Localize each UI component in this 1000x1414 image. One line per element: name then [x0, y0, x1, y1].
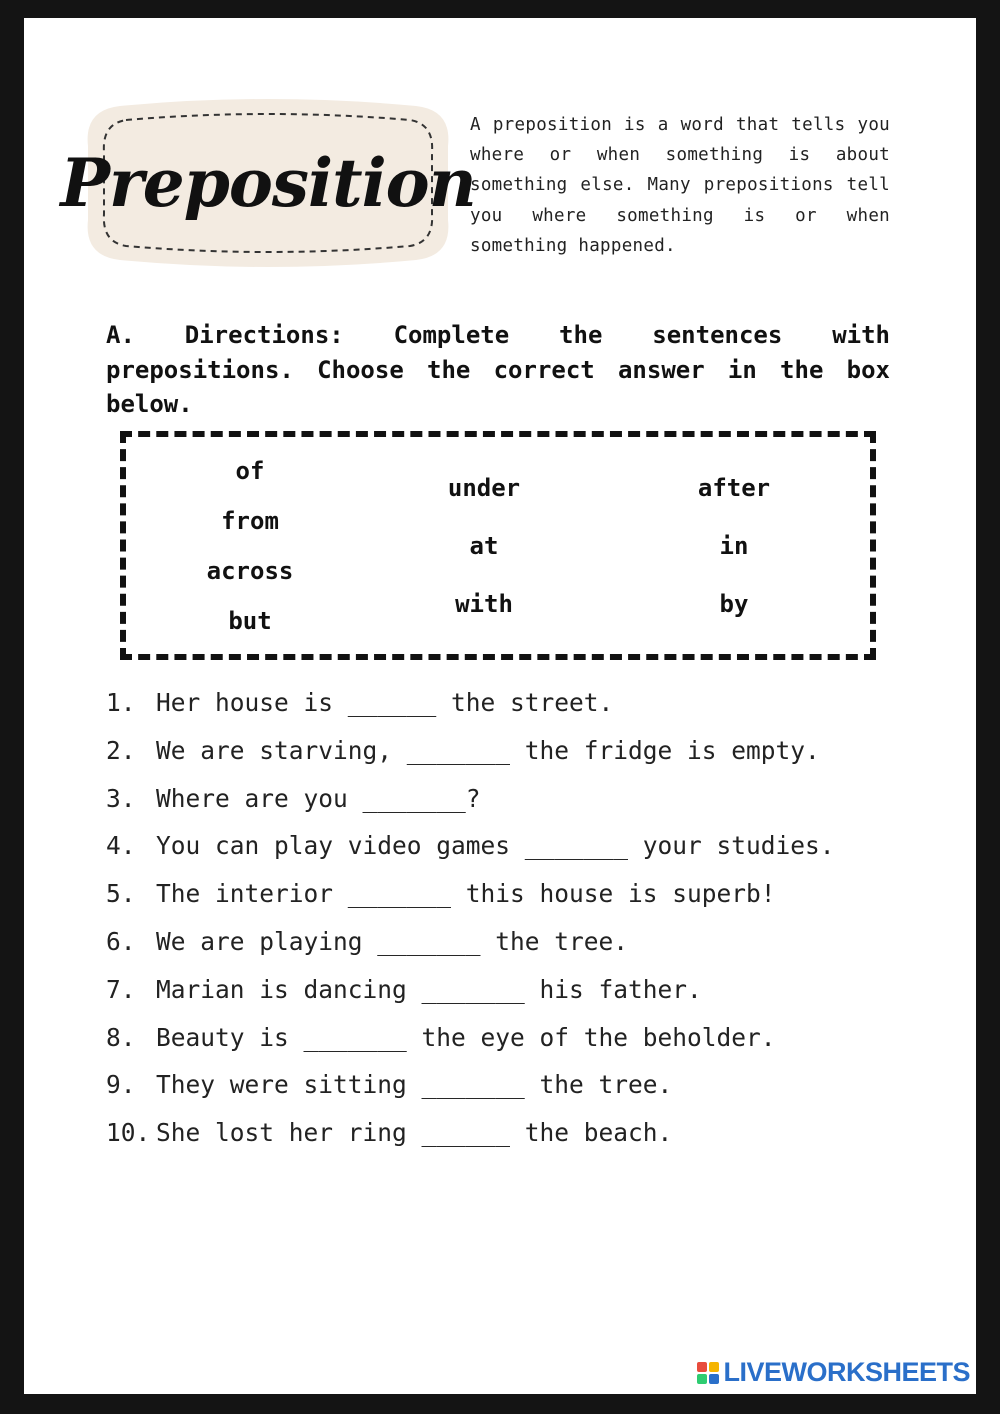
word-bank-column-3 [644, 437, 824, 654]
question-item[interactable] [106, 822, 890, 870]
word-bank-column-1 [160, 437, 340, 654]
question-item[interactable] [106, 727, 890, 775]
question-number: 10. [106, 1118, 151, 1148]
question-text: Where are you _______? [156, 783, 481, 813]
liveworksheets-logo[interactable] [697, 1357, 970, 1388]
liveworksheets-icon [697, 1362, 719, 1384]
question-text: She lost her ring ______ the beach. [156, 1118, 673, 1148]
word-option: of [235, 456, 265, 485]
word-bank-column-2 [394, 437, 574, 654]
directions-heading: A. Directions: Complete the sentences with prepositions. Choose the correct answer in the box below. [106, 321, 890, 418]
page-title: Preposition [60, 144, 476, 222]
definition-text: A preposition is a word that tells you where or when something is about something else. Many prepositions tell you where something is or when something happened. [470, 115, 890, 256]
question-text: Beauty is _______ the eye of the beholder. [156, 1022, 776, 1052]
word-option: with [455, 589, 513, 618]
question-item[interactable] [106, 870, 890, 918]
question-item[interactable] [106, 1014, 890, 1062]
question-list [106, 679, 890, 1157]
question-text: We are playing _______ the tree. [156, 926, 629, 956]
question-text: We are starving, _______ the fridge is empty. [156, 735, 820, 765]
question-text: Marian is dancing _______ his father. [156, 974, 702, 1004]
word-option: across [206, 556, 294, 585]
word-option: at [469, 531, 499, 560]
question-item[interactable] [106, 918, 890, 966]
worksheet-page [24, 18, 976, 1394]
question-item[interactable] [106, 1109, 890, 1157]
question-text: They were sitting _______ the tree. [156, 1070, 673, 1100]
word-option: in [719, 531, 749, 560]
question-text: Her house is ______ the street. [156, 688, 614, 717]
word-option: after [697, 473, 771, 502]
question-number: 1. [106, 688, 136, 717]
question-number: 8. [106, 1022, 136, 1052]
question-text: You can play video games _______ your studies. [156, 831, 835, 861]
question-number: 6. [106, 926, 136, 956]
question-number: 4. [106, 831, 136, 861]
word-option: from [221, 506, 279, 535]
question-number: 7. [106, 974, 136, 1004]
question-item[interactable] [106, 775, 890, 823]
question-number: 3. [106, 783, 136, 813]
brand-name: LIVEWORKSHEETS [723, 1357, 970, 1387]
question-number: 2. [106, 735, 136, 765]
word-option: but [228, 606, 272, 635]
word-option: under [447, 473, 521, 502]
question-item[interactable] [106, 966, 890, 1014]
title-badge [60, 96, 476, 270]
word-bank-box [120, 431, 876, 660]
question-number: 5. [106, 879, 136, 909]
question-item[interactable] [106, 679, 890, 727]
question-item[interactable] [106, 1061, 890, 1109]
word-option: by [719, 589, 749, 618]
question-text: The interior _______ this house is superb! [156, 879, 776, 909]
question-number: 9. [106, 1070, 136, 1100]
